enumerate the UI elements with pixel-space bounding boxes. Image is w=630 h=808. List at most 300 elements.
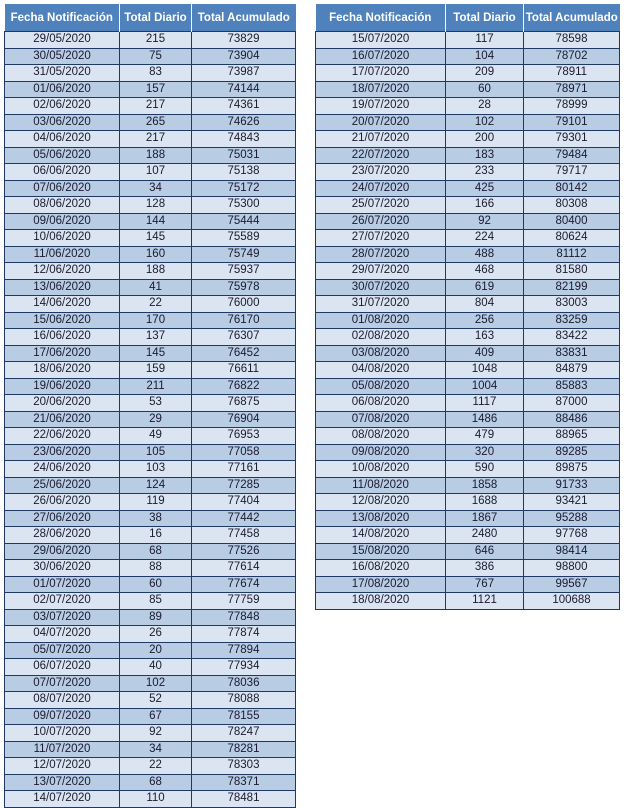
cell-daily-total: 83 bbox=[120, 65, 192, 82]
cell-daily-total: 26 bbox=[120, 626, 192, 643]
cell-date: 26/06/2020 bbox=[5, 494, 120, 511]
table-row bbox=[5, 362, 296, 379]
cell-date: 16/07/2020 bbox=[316, 48, 446, 65]
cell-cumulative-total: 73904 bbox=[192, 48, 296, 65]
cell-date: 15/08/2020 bbox=[316, 543, 446, 560]
table-row bbox=[5, 147, 296, 164]
table-row bbox=[5, 279, 296, 296]
cell-daily-total: 233 bbox=[446, 164, 524, 181]
cell-cumulative-total: 78247 bbox=[192, 725, 296, 742]
cell-daily-total: 166 bbox=[446, 197, 524, 214]
table-row bbox=[5, 758, 296, 775]
cell-date: 01/08/2020 bbox=[316, 312, 446, 329]
cell-cumulative-total: 95288 bbox=[524, 510, 620, 527]
table-row bbox=[5, 560, 296, 577]
cell-daily-total: 804 bbox=[446, 296, 524, 313]
table-row bbox=[316, 444, 620, 461]
table-row bbox=[5, 444, 296, 461]
table-row bbox=[5, 263, 296, 280]
cell-daily-total: 34 bbox=[120, 741, 192, 758]
table-row bbox=[5, 692, 296, 709]
cell-cumulative-total: 74361 bbox=[192, 98, 296, 115]
cell-date: 08/08/2020 bbox=[316, 428, 446, 445]
cell-cumulative-total: 76000 bbox=[192, 296, 296, 313]
cell-date: 03/07/2020 bbox=[5, 609, 120, 626]
table-row bbox=[5, 296, 296, 313]
cell-date: 19/06/2020 bbox=[5, 378, 120, 395]
cell-daily-total: 265 bbox=[120, 114, 192, 131]
cell-date: 01/07/2020 bbox=[5, 576, 120, 593]
cell-cumulative-total: 98800 bbox=[524, 560, 620, 577]
cell-daily-total: 1117 bbox=[446, 395, 524, 412]
cell-date: 30/06/2020 bbox=[5, 560, 120, 577]
table-row bbox=[5, 428, 296, 445]
cell-date: 08/06/2020 bbox=[5, 197, 120, 214]
header-date: Fecha Notificación bbox=[5, 4, 120, 32]
cell-daily-total: 209 bbox=[446, 65, 524, 82]
cell-daily-total: 479 bbox=[446, 428, 524, 445]
cell-daily-total: 1486 bbox=[446, 411, 524, 428]
cell-daily-total: 38 bbox=[120, 510, 192, 527]
table-row bbox=[5, 32, 296, 49]
cell-daily-total: 217 bbox=[120, 98, 192, 115]
cell-daily-total: 40 bbox=[120, 659, 192, 676]
table-row bbox=[5, 774, 296, 791]
cell-cumulative-total: 78702 bbox=[524, 48, 620, 65]
cell-cumulative-total: 77458 bbox=[192, 527, 296, 544]
cell-daily-total: 145 bbox=[120, 345, 192, 362]
cell-cumulative-total: 77058 bbox=[192, 444, 296, 461]
table-row bbox=[5, 461, 296, 478]
cell-daily-total: 34 bbox=[120, 180, 192, 197]
cell-date: 02/06/2020 bbox=[5, 98, 120, 115]
cell-cumulative-total: 97768 bbox=[524, 527, 620, 544]
cell-date: 10/08/2020 bbox=[316, 461, 446, 478]
table-row bbox=[5, 197, 296, 214]
cell-date: 27/07/2020 bbox=[316, 230, 446, 247]
cell-date: 30/07/2020 bbox=[316, 279, 446, 296]
cell-date: 17/06/2020 bbox=[5, 345, 120, 362]
cell-daily-total: 646 bbox=[446, 543, 524, 560]
cell-cumulative-total: 80308 bbox=[524, 197, 620, 214]
cell-date: 09/08/2020 bbox=[316, 444, 446, 461]
table-row bbox=[316, 560, 620, 577]
table-row bbox=[316, 230, 620, 247]
cell-date: 02/08/2020 bbox=[316, 329, 446, 346]
cell-date: 23/07/2020 bbox=[316, 164, 446, 181]
table-row bbox=[316, 131, 620, 148]
table-row bbox=[5, 791, 296, 808]
table-row bbox=[5, 411, 296, 428]
cell-cumulative-total: 78281 bbox=[192, 741, 296, 758]
cell-cumulative-total: 79717 bbox=[524, 164, 620, 181]
cell-cumulative-total: 82199 bbox=[524, 279, 620, 296]
cell-cumulative-total: 78971 bbox=[524, 81, 620, 98]
cell-date: 11/07/2020 bbox=[5, 741, 120, 758]
cell-cumulative-total: 77674 bbox=[192, 576, 296, 593]
cell-date: 20/06/2020 bbox=[5, 395, 120, 412]
table-row bbox=[316, 147, 620, 164]
cell-daily-total: 767 bbox=[446, 576, 524, 593]
table-row bbox=[316, 32, 620, 49]
table-row bbox=[5, 609, 296, 626]
cell-cumulative-total: 78303 bbox=[192, 758, 296, 775]
cell-daily-total: 590 bbox=[446, 461, 524, 478]
cell-daily-total: 52 bbox=[120, 692, 192, 709]
cell-date: 31/07/2020 bbox=[316, 296, 446, 313]
table-row bbox=[316, 164, 620, 181]
cell-cumulative-total: 74626 bbox=[192, 114, 296, 131]
cell-daily-total: 256 bbox=[446, 312, 524, 329]
table-row bbox=[316, 510, 620, 527]
table-row bbox=[5, 378, 296, 395]
table-row bbox=[316, 576, 620, 593]
cell-date: 06/06/2020 bbox=[5, 164, 120, 181]
cell-date: 09/06/2020 bbox=[5, 213, 120, 230]
table-row bbox=[5, 98, 296, 115]
cell-daily-total: 102 bbox=[446, 114, 524, 131]
cell-daily-total: 60 bbox=[120, 576, 192, 593]
cell-date: 04/06/2020 bbox=[5, 131, 120, 148]
table-row bbox=[5, 494, 296, 511]
cell-date: 05/06/2020 bbox=[5, 147, 120, 164]
cell-cumulative-total: 77848 bbox=[192, 609, 296, 626]
cell-cumulative-total: 99567 bbox=[524, 576, 620, 593]
cell-date: 16/06/2020 bbox=[5, 329, 120, 346]
daily-cases-table-left bbox=[4, 4, 296, 808]
cell-date: 09/07/2020 bbox=[5, 708, 120, 725]
cell-date: 10/07/2020 bbox=[5, 725, 120, 742]
table-row bbox=[316, 114, 620, 131]
table-row bbox=[316, 197, 620, 214]
table-row bbox=[316, 543, 620, 560]
table-row bbox=[316, 98, 620, 115]
cell-date: 07/06/2020 bbox=[5, 180, 120, 197]
table-row bbox=[316, 65, 620, 82]
cell-daily-total: 53 bbox=[120, 395, 192, 412]
cell-cumulative-total: 75589 bbox=[192, 230, 296, 247]
table-row bbox=[5, 527, 296, 544]
table-row bbox=[5, 246, 296, 263]
cell-date: 14/08/2020 bbox=[316, 527, 446, 544]
cell-cumulative-total: 76170 bbox=[192, 312, 296, 329]
table-row bbox=[316, 378, 620, 395]
cell-cumulative-total: 79101 bbox=[524, 114, 620, 131]
cell-date: 07/07/2020 bbox=[5, 675, 120, 692]
cell-cumulative-total: 89285 bbox=[524, 444, 620, 461]
table-row bbox=[5, 329, 296, 346]
cell-date: 17/08/2020 bbox=[316, 576, 446, 593]
cell-date: 13/08/2020 bbox=[316, 510, 446, 527]
header-cumulative-total: Total Acumulado bbox=[192, 4, 296, 32]
cell-daily-total: 386 bbox=[446, 560, 524, 577]
cell-cumulative-total: 100688 bbox=[524, 593, 620, 610]
table-row bbox=[316, 263, 620, 280]
cell-cumulative-total: 76822 bbox=[192, 378, 296, 395]
cell-date: 13/06/2020 bbox=[5, 279, 120, 296]
cell-daily-total: 488 bbox=[446, 246, 524, 263]
cell-cumulative-total: 78999 bbox=[524, 98, 620, 115]
table-row bbox=[316, 477, 620, 494]
cell-daily-total: 2480 bbox=[446, 527, 524, 544]
header-row bbox=[316, 4, 620, 32]
cell-daily-total: 170 bbox=[120, 312, 192, 329]
cell-daily-total: 1048 bbox=[446, 362, 524, 379]
cell-cumulative-total: 91733 bbox=[524, 477, 620, 494]
table-body bbox=[316, 32, 620, 610]
cell-date: 19/07/2020 bbox=[316, 98, 446, 115]
cell-cumulative-total: 76307 bbox=[192, 329, 296, 346]
cell-date: 14/06/2020 bbox=[5, 296, 120, 313]
cell-daily-total: 157 bbox=[120, 81, 192, 98]
cell-date: 06/07/2020 bbox=[5, 659, 120, 676]
cell-date: 11/08/2020 bbox=[316, 477, 446, 494]
cell-cumulative-total: 88965 bbox=[524, 428, 620, 445]
cell-date: 31/05/2020 bbox=[5, 65, 120, 82]
cell-date: 12/06/2020 bbox=[5, 263, 120, 280]
cell-cumulative-total: 74144 bbox=[192, 81, 296, 98]
cell-daily-total: 224 bbox=[446, 230, 524, 247]
table-row bbox=[316, 81, 620, 98]
cell-daily-total: 183 bbox=[446, 147, 524, 164]
cell-cumulative-total: 76875 bbox=[192, 395, 296, 412]
cell-daily-total: 102 bbox=[120, 675, 192, 692]
table-row bbox=[5, 230, 296, 247]
cell-date: 15/06/2020 bbox=[5, 312, 120, 329]
cell-cumulative-total: 78088 bbox=[192, 692, 296, 709]
cell-cumulative-total: 78371 bbox=[192, 774, 296, 791]
cell-cumulative-total: 76904 bbox=[192, 411, 296, 428]
table-row bbox=[5, 213, 296, 230]
cell-cumulative-total: 74843 bbox=[192, 131, 296, 148]
cell-date: 26/07/2020 bbox=[316, 213, 446, 230]
cell-cumulative-total: 73987 bbox=[192, 65, 296, 82]
cell-date: 30/05/2020 bbox=[5, 48, 120, 65]
header-cumulative-total: Total Acumulado bbox=[524, 4, 620, 32]
cell-daily-total: 68 bbox=[120, 774, 192, 791]
cell-cumulative-total: 88486 bbox=[524, 411, 620, 428]
table-row bbox=[316, 279, 620, 296]
table-row bbox=[316, 411, 620, 428]
cell-date: 03/08/2020 bbox=[316, 345, 446, 362]
cell-daily-total: 75 bbox=[120, 48, 192, 65]
cell-daily-total: 60 bbox=[446, 81, 524, 98]
table-row bbox=[5, 114, 296, 131]
table-row bbox=[5, 180, 296, 197]
table-body bbox=[5, 32, 296, 808]
table-row bbox=[5, 345, 296, 362]
cell-date: 06/08/2020 bbox=[316, 395, 446, 412]
cell-date: 15/07/2020 bbox=[316, 32, 446, 49]
table-row bbox=[5, 725, 296, 742]
table-row bbox=[316, 296, 620, 313]
cell-daily-total: 20 bbox=[120, 642, 192, 659]
cell-date: 12/08/2020 bbox=[316, 494, 446, 511]
cell-date: 21/07/2020 bbox=[316, 131, 446, 148]
table-row bbox=[5, 675, 296, 692]
cell-daily-total: 160 bbox=[120, 246, 192, 263]
header-daily-total: Total Diario bbox=[446, 4, 524, 32]
table-row bbox=[5, 164, 296, 181]
cell-cumulative-total: 75749 bbox=[192, 246, 296, 263]
cell-date: 28/07/2020 bbox=[316, 246, 446, 263]
cell-date: 10/06/2020 bbox=[5, 230, 120, 247]
cell-daily-total: 49 bbox=[120, 428, 192, 445]
cell-date: 29/07/2020 bbox=[316, 263, 446, 280]
cell-daily-total: 104 bbox=[446, 48, 524, 65]
cell-date: 24/06/2020 bbox=[5, 461, 120, 478]
cell-daily-total: 92 bbox=[120, 725, 192, 742]
table-row bbox=[5, 593, 296, 610]
cell-cumulative-total: 73829 bbox=[192, 32, 296, 49]
table-row bbox=[5, 81, 296, 98]
cell-date: 08/07/2020 bbox=[5, 692, 120, 709]
table-row bbox=[316, 246, 620, 263]
cell-cumulative-total: 77161 bbox=[192, 461, 296, 478]
cell-date: 14/07/2020 bbox=[5, 791, 120, 808]
cell-cumulative-total: 78598 bbox=[524, 32, 620, 49]
cell-daily-total: 409 bbox=[446, 345, 524, 362]
cell-daily-total: 188 bbox=[120, 263, 192, 280]
cell-date: 17/07/2020 bbox=[316, 65, 446, 82]
cell-daily-total: 215 bbox=[120, 32, 192, 49]
cell-date: 03/06/2020 bbox=[5, 114, 120, 131]
cell-daily-total: 28 bbox=[446, 98, 524, 115]
cell-daily-total: 107 bbox=[120, 164, 192, 181]
table-row bbox=[316, 329, 620, 346]
cell-date: 12/07/2020 bbox=[5, 758, 120, 775]
table-row bbox=[5, 48, 296, 65]
cell-daily-total: 425 bbox=[446, 180, 524, 197]
cell-daily-total: 1867 bbox=[446, 510, 524, 527]
header-daily-total: Total Diario bbox=[120, 4, 192, 32]
cell-daily-total: 124 bbox=[120, 477, 192, 494]
cell-cumulative-total: 77934 bbox=[192, 659, 296, 676]
cell-daily-total: 163 bbox=[446, 329, 524, 346]
cell-date: 13/07/2020 bbox=[5, 774, 120, 791]
table-row bbox=[5, 576, 296, 593]
cell-date: 22/07/2020 bbox=[316, 147, 446, 164]
cell-daily-total: 119 bbox=[120, 494, 192, 511]
cell-cumulative-total: 79484 bbox=[524, 147, 620, 164]
cell-daily-total: 188 bbox=[120, 147, 192, 164]
cell-date: 22/06/2020 bbox=[5, 428, 120, 445]
cell-date: 21/06/2020 bbox=[5, 411, 120, 428]
cell-cumulative-total: 80400 bbox=[524, 213, 620, 230]
cell-date: 18/06/2020 bbox=[5, 362, 120, 379]
table-row bbox=[316, 312, 620, 329]
cell-daily-total: 144 bbox=[120, 213, 192, 230]
cell-date: 05/08/2020 bbox=[316, 378, 446, 395]
cell-cumulative-total: 78911 bbox=[524, 65, 620, 82]
cell-date: 07/08/2020 bbox=[316, 411, 446, 428]
cell-daily-total: 92 bbox=[446, 213, 524, 230]
cell-date: 24/07/2020 bbox=[316, 180, 446, 197]
cell-date: 25/06/2020 bbox=[5, 477, 120, 494]
cell-date: 28/06/2020 bbox=[5, 527, 120, 544]
table-row bbox=[5, 741, 296, 758]
cell-date: 29/05/2020 bbox=[5, 32, 120, 49]
cell-cumulative-total: 77874 bbox=[192, 626, 296, 643]
cell-cumulative-total: 75031 bbox=[192, 147, 296, 164]
cell-date: 11/06/2020 bbox=[5, 246, 120, 263]
cell-daily-total: 200 bbox=[446, 131, 524, 148]
cell-daily-total: 1004 bbox=[446, 378, 524, 395]
cell-date: 18/07/2020 bbox=[316, 81, 446, 98]
cell-cumulative-total: 80624 bbox=[524, 230, 620, 247]
cell-date: 27/06/2020 bbox=[5, 510, 120, 527]
table-row bbox=[316, 527, 620, 544]
cell-daily-total: 1688 bbox=[446, 494, 524, 511]
cell-cumulative-total: 77526 bbox=[192, 543, 296, 560]
cell-cumulative-total: 80142 bbox=[524, 180, 620, 197]
header-date: Fecha Notificación bbox=[316, 4, 446, 32]
table-row bbox=[5, 510, 296, 527]
cell-daily-total: 88 bbox=[120, 560, 192, 577]
cell-daily-total: 22 bbox=[120, 758, 192, 775]
table-row bbox=[5, 708, 296, 725]
cell-cumulative-total: 77759 bbox=[192, 593, 296, 610]
cell-cumulative-total: 81112 bbox=[524, 246, 620, 263]
cell-cumulative-total: 75937 bbox=[192, 263, 296, 280]
cell-cumulative-total: 78036 bbox=[192, 675, 296, 692]
cell-daily-total: 117 bbox=[446, 32, 524, 49]
table-row bbox=[316, 461, 620, 478]
cell-daily-total: 128 bbox=[120, 197, 192, 214]
cell-cumulative-total: 75444 bbox=[192, 213, 296, 230]
cell-date: 01/06/2020 bbox=[5, 81, 120, 98]
cell-cumulative-total: 77442 bbox=[192, 510, 296, 527]
cell-daily-total: 217 bbox=[120, 131, 192, 148]
cell-cumulative-total: 78155 bbox=[192, 708, 296, 725]
cell-cumulative-total: 75300 bbox=[192, 197, 296, 214]
cell-daily-total: 67 bbox=[120, 708, 192, 725]
table-row bbox=[316, 48, 620, 65]
table-row bbox=[5, 131, 296, 148]
cell-date: 25/07/2020 bbox=[316, 197, 446, 214]
cell-daily-total: 16 bbox=[120, 527, 192, 544]
cell-date: 04/08/2020 bbox=[316, 362, 446, 379]
cell-cumulative-total: 79301 bbox=[524, 131, 620, 148]
cell-daily-total: 22 bbox=[120, 296, 192, 313]
table-row bbox=[316, 213, 620, 230]
cell-cumulative-total: 84879 bbox=[524, 362, 620, 379]
cell-daily-total: 468 bbox=[446, 263, 524, 280]
cell-cumulative-total: 76452 bbox=[192, 345, 296, 362]
cell-cumulative-total: 75138 bbox=[192, 164, 296, 181]
cell-date: 23/06/2020 bbox=[5, 444, 120, 461]
daily-cases-table-right bbox=[315, 4, 620, 610]
cell-daily-total: 211 bbox=[120, 378, 192, 395]
table-row bbox=[316, 345, 620, 362]
cell-cumulative-total: 75978 bbox=[192, 279, 296, 296]
table-row bbox=[5, 659, 296, 676]
cell-cumulative-total: 77614 bbox=[192, 560, 296, 577]
cell-cumulative-total: 87000 bbox=[524, 395, 620, 412]
cell-daily-total: 68 bbox=[120, 543, 192, 560]
cell-cumulative-total: 83422 bbox=[524, 329, 620, 346]
cell-cumulative-total: 93421 bbox=[524, 494, 620, 511]
cell-cumulative-total: 98414 bbox=[524, 543, 620, 560]
table-row bbox=[316, 428, 620, 445]
cell-cumulative-total: 76953 bbox=[192, 428, 296, 445]
cell-daily-total: 159 bbox=[120, 362, 192, 379]
cell-cumulative-total: 77404 bbox=[192, 494, 296, 511]
cell-date: 29/06/2020 bbox=[5, 543, 120, 560]
cell-daily-total: 320 bbox=[446, 444, 524, 461]
cell-daily-total: 137 bbox=[120, 329, 192, 346]
cell-daily-total: 1858 bbox=[446, 477, 524, 494]
